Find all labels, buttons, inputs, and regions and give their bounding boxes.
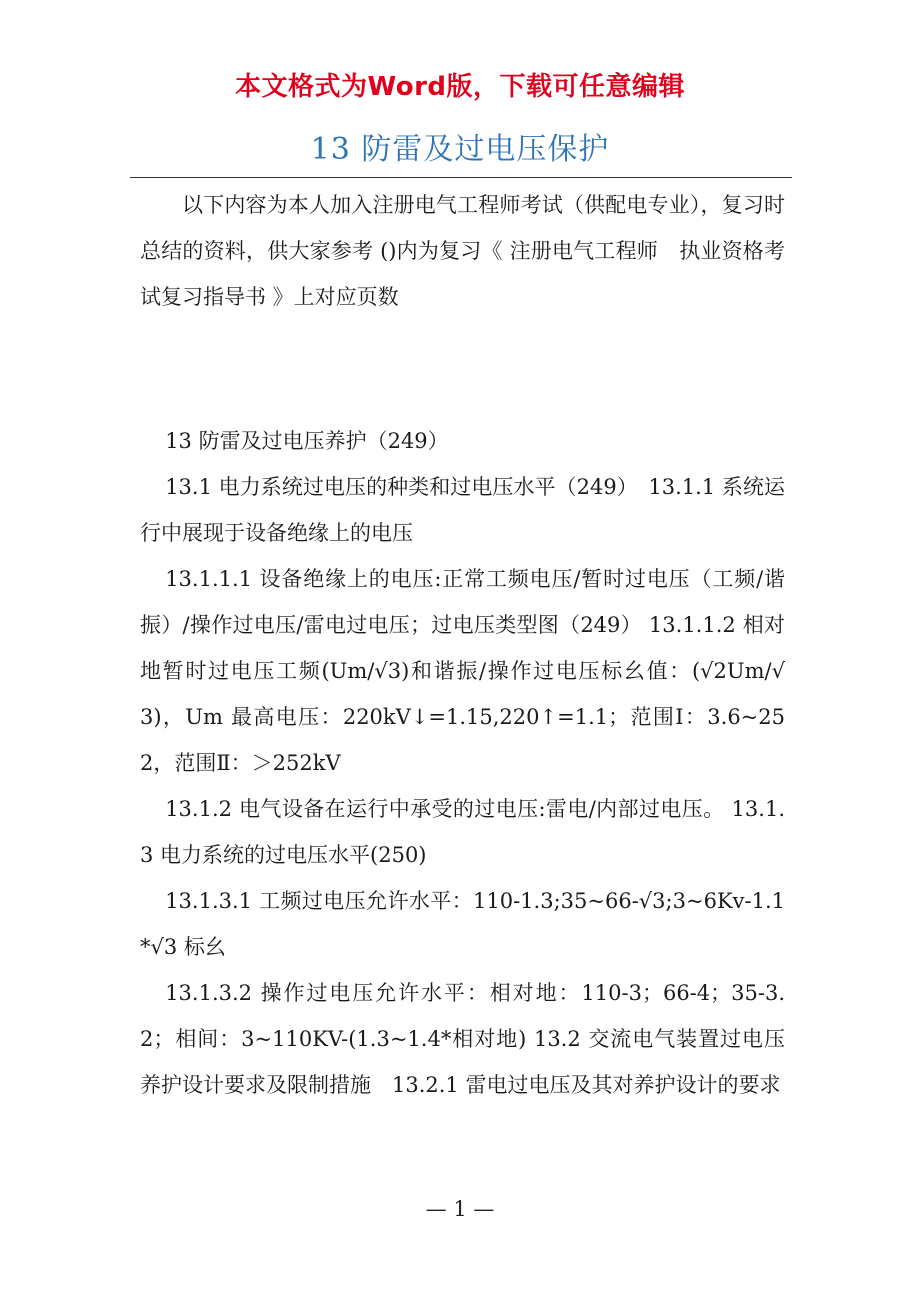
intro-paragraph: 以下内容为本人加入注册电气工程师考试（供配电专业），复习时总结的资料，供大家参考 ()内为复习《 注册电气工程师 执业资格考试复习指导书 》上对应页数 [140,193,785,309]
document-body [140,182,785,1108]
section-heading: 13 防雷及过电压养护（249） [165,429,449,453]
body-paragraph: 13.1.3.2 操作过电压允许水平：相对地：110-3；66-4；35-3.2；相间：3~110KV-(1.3~1.4*相对地) 13.2 交流电气装置过电压养护设计要求及限制措施 13.2.1 雷电过电压及其对养护设计的要求 [140,981,785,1097]
page-number: — 1 — [425,1197,495,1221]
page-title: 13 防雷及过电压保护 [310,132,610,167]
body-paragraph: 13.1 电力系统过电压的种类和过电压水平（249） 13.1.1 系统运行中展现于设备绝缘上的电压 [140,475,785,545]
spacer [140,320,785,418]
title-divider [130,177,792,178]
format-banner: 本文格式为Word版，下载可任意编辑 [234,72,686,102]
body-paragraph: 13.1.2 电气设备在运行中承受的过电压:雷电/内部过电压。 13.1.3 电力系统的过电压水平(250) [140,797,785,867]
body-paragraph: 13.1.3.1 工频过电压允许水平：110-1.3;35~66-√3;3~6Kv-1.1*√3 标幺 [140,889,785,959]
body-paragraph: 13.1.1.1 设备绝缘上的电压:正常工频电压/暂时过电压（工频/谐振）/操作过电压/雷电过电压；过电压类型图（249） 13.1.1.2 相对地暂时过电压工频(Um/√3)和谐振/操作过电压标幺值：(√2Um/√3)，Um 最高电压：220kV↓=1.15,220↑=1.1；范围Ⅰ：3.6~252，范围Ⅱ：＞252kV [140,567,785,775]
